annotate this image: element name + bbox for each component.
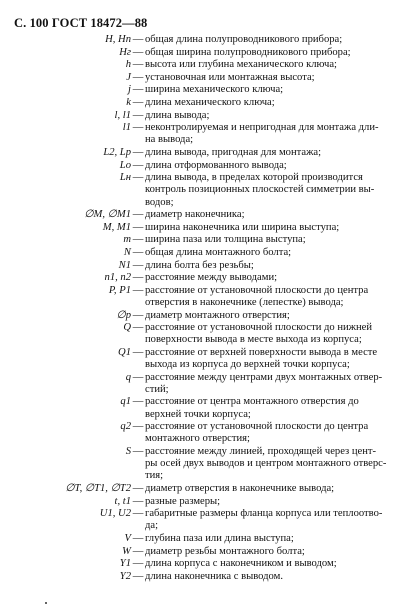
definition-dash: —: [132, 146, 144, 158]
definition-line: общая длина полупроводникового прибора;: [145, 34, 343, 45]
definition-row: [0, 234, 419, 246]
definition-dash: —: [132, 109, 144, 121]
definition-line: диаметр монтажного отверстия;: [145, 309, 290, 321]
definition-row: [0, 34, 419, 46]
definition-dash: —: [132, 246, 144, 258]
definition-dash: —: [132, 71, 144, 83]
definition-symbol: h: [125, 59, 131, 71]
definition-symbol: m: [123, 234, 131, 246]
definition-text: [145, 347, 407, 371]
definition-symbol: ∅p: [116, 309, 131, 321]
definition-line: длина вывода;: [145, 109, 210, 121]
definition-symbol: N1: [118, 259, 131, 271]
definition-dash: —: [132, 272, 144, 284]
definition-dash: —: [132, 234, 144, 246]
definition-dash: —: [132, 570, 144, 582]
definition-row: [0, 160, 419, 172]
definition-symbol: S: [125, 446, 131, 458]
definition-dash: —: [132, 46, 144, 58]
definition-dash: —: [132, 172, 144, 184]
definition-line: установочная или монтажная высота;: [145, 71, 315, 83]
definition-row: [0, 59, 419, 71]
definition-text: [145, 84, 407, 96]
definition-dash: —: [132, 221, 144, 233]
definition-symbol: ∅M, ∅M1: [84, 209, 131, 221]
definition-dash: —: [132, 508, 144, 520]
definitions-list: [0, 34, 419, 583]
definition-symbol: k: [126, 96, 131, 108]
definition-dash: —: [132, 96, 144, 108]
definition-line: ширина паза или толщина выступа;: [145, 234, 306, 246]
definition-symbol: W: [122, 545, 131, 557]
definition-line: поверхности вывода в месте выхода из корпуса;: [145, 334, 362, 346]
definition-row: [0, 47, 419, 59]
definition-dash: —: [132, 34, 144, 45]
definition-line: общая длина монтажного болта;: [145, 246, 292, 258]
definition-dash: —: [132, 284, 144, 296]
definition-line: диаметр отверстия в наконечнике вывода;: [145, 483, 335, 495]
definition-symbol: ∅T, ∅T1, ∅T2: [65, 483, 131, 495]
definition-symbol: L2, Lp: [103, 146, 131, 158]
definition-symbol: V: [124, 533, 131, 545]
definition-line: расстояние между линией, проходящей через цент-: [145, 446, 377, 458]
definition-row: [0, 172, 419, 209]
definition-text: [145, 122, 407, 146]
definition-text: [145, 147, 407, 159]
definition-line: глубина паза или длина выступа;: [145, 533, 294, 545]
definition-line: расстояние от установочной плоскости до центра: [145, 284, 369, 296]
definition-dash: —: [132, 322, 144, 334]
definition-symbol: U1, U2: [99, 508, 131, 520]
definition-text: [145, 160, 407, 172]
definition-row: [0, 122, 419, 146]
definition-row: [0, 322, 419, 346]
definition-symbol: P, P1: [108, 284, 131, 296]
definition-dash: —: [132, 122, 144, 134]
definition-line: расстояние от центра монтажного отверстия до: [145, 396, 359, 408]
definition-text: [145, 234, 407, 246]
definition-symbol: J: [126, 71, 131, 83]
definition-text: [145, 110, 407, 122]
definition-symbol: Q: [123, 322, 131, 334]
definition-dash: —: [132, 209, 144, 221]
definition-row: [0, 446, 419, 483]
definition-text: [145, 209, 407, 221]
definition-line: длина механического ключа;: [145, 96, 275, 108]
definition-text: [145, 72, 407, 84]
definition-line: диаметр резьбы монтажного болта;: [145, 545, 305, 557]
definition-dash: —: [132, 446, 144, 458]
definition-line: ры осей двух выводов и центром монтажного отверс-: [145, 458, 387, 470]
definition-dash: —: [132, 421, 144, 433]
definition-text: [145, 247, 407, 259]
definition-symbol: j: [128, 84, 131, 96]
definition-text: [145, 172, 407, 209]
definition-dash: —: [132, 396, 144, 408]
definition-dash: —: [132, 545, 144, 557]
definition-text: [145, 310, 407, 322]
definition-text: [145, 34, 407, 46]
definition-line: длина вывода, в пределах которой производится: [145, 172, 363, 184]
definition-line: расстояние от установочной плоскости до центра: [145, 421, 369, 433]
definition-text: [145, 546, 407, 558]
definition-symbol: l, l1: [114, 109, 131, 121]
definition-text: [145, 421, 407, 445]
definition-row: [0, 84, 419, 96]
definition-row: [0, 272, 419, 284]
definition-row: [0, 209, 419, 221]
definition-row: [0, 110, 419, 122]
definition-text: [145, 372, 407, 396]
definition-line: разные размеры;: [145, 495, 221, 507]
definition-line: длина наконечника с выводом.: [145, 570, 283, 582]
definition-dash: —: [132, 558, 144, 570]
definition-line: диаметр наконечника;: [145, 209, 245, 221]
definition-text: [145, 446, 407, 483]
definition-symbol: Hг: [119, 46, 131, 58]
definition-row: [0, 260, 419, 272]
definition-line: контроль позиционных плоскостей симметрии вы-: [145, 184, 375, 196]
definition-line: тия;: [145, 470, 164, 482]
definition-row: [0, 496, 419, 508]
definition-line: на вывода;: [145, 134, 194, 146]
definition-symbol: n1, n2: [104, 272, 131, 284]
definition-dash: —: [132, 84, 144, 96]
definition-row: [0, 247, 419, 259]
definition-text: [145, 483, 407, 495]
definition-text: [145, 396, 407, 420]
definition-symbol: t, t1: [114, 495, 131, 507]
definition-row: [0, 285, 419, 309]
definition-line: отверстия в наконечнике (лепестке) вывода;: [145, 296, 344, 308]
definition-line: расстояние от верхней поверхности вывода в месте: [145, 346, 378, 358]
definition-dash: —: [132, 483, 144, 495]
definition-symbol: q1: [120, 396, 131, 408]
definition-dash: —: [132, 309, 144, 321]
definition-text: [145, 47, 407, 59]
definition-line: длина корпуса с наконечником и выводом;: [145, 558, 337, 570]
definition-row: [0, 421, 419, 445]
definition-dash: —: [132, 59, 144, 71]
definition-line: общая ширина полупроводникового прибора;: [145, 46, 351, 58]
definition-row: [0, 533, 419, 545]
definition-dash: —: [132, 371, 144, 383]
definition-line: длина вывода, пригодная для монтажа;: [145, 146, 322, 158]
definition-line: верхней точки корпуса;: [145, 408, 251, 420]
definition-row: [0, 546, 419, 558]
definition-dash: —: [132, 533, 144, 545]
scan-speck: [45, 602, 47, 604]
definition-symbol: Q1: [118, 346, 131, 358]
definition-row: [0, 558, 419, 570]
definition-line: расстояние между центрами двух монтажных отвер-: [145, 371, 383, 383]
definition-line: расстояние от установочной плоскости до нижней: [145, 322, 373, 334]
definition-text: [145, 322, 407, 346]
definition-line: длина отформованного вывода;: [145, 159, 287, 171]
definition-line: высота или глубина механического ключа;: [145, 59, 338, 71]
definition-line: расстояние между выводами;: [145, 272, 278, 284]
definition-symbol: H, Hп: [105, 34, 131, 45]
definition-row: [0, 222, 419, 234]
definition-text: [145, 222, 407, 234]
definition-text: [145, 272, 407, 284]
definition-text: [145, 285, 407, 309]
definition-symbol: Y1: [119, 558, 131, 570]
definition-text: [145, 533, 407, 545]
definition-line: ширина механического ключа;: [145, 84, 284, 96]
page-header: С. 100 ГОСТ 18472—88: [14, 16, 148, 30]
definition-line: длина болта без резьбы;: [145, 259, 254, 271]
definition-row: [0, 571, 419, 583]
definition-line: стий;: [145, 383, 169, 395]
definition-row: [0, 372, 419, 396]
definition-symbol: q: [125, 371, 131, 383]
definition-line: монтажного отверстия;: [145, 433, 250, 445]
definition-row: [0, 347, 419, 371]
definition-symbol: Y2: [119, 570, 131, 582]
definition-line: да;: [145, 520, 159, 532]
definition-symbol: l1: [122, 122, 131, 134]
definition-line: габаритные размеры фланца корпуса или теплоотво-: [145, 508, 383, 520]
definition-line: выхода из корпуса до верхней точки корпуса;: [145, 359, 350, 371]
definition-dash: —: [132, 159, 144, 171]
definition-symbol: Lн: [119, 172, 131, 184]
definition-text: [145, 496, 407, 508]
definition-line: неконтролируемая и непригодная для монтажа дли-: [145, 122, 379, 134]
definition-row: [0, 310, 419, 322]
definition-row: [0, 483, 419, 495]
definition-line: ширина наконечника или ширина выступа;: [145, 221, 340, 233]
definition-text: [145, 59, 407, 71]
definition-text: [145, 260, 407, 272]
definition-dash: —: [132, 346, 144, 358]
definition-text: [145, 508, 407, 532]
definition-row: [0, 508, 419, 532]
definition-row: [0, 396, 419, 420]
definition-symbol: Lо: [119, 159, 131, 171]
definition-dash: —: [132, 495, 144, 507]
definition-symbol: M, M1: [102, 221, 131, 233]
definition-row: [0, 72, 419, 84]
definition-text: [145, 97, 407, 109]
definition-text: [145, 571, 407, 583]
definition-line: водов;: [145, 196, 174, 208]
definition-row: [0, 97, 419, 109]
definition-text: [145, 558, 407, 570]
definition-dash: —: [132, 259, 144, 271]
definition-row: [0, 147, 419, 159]
definition-symbol: N: [123, 246, 131, 258]
definition-symbol: q2: [120, 421, 131, 433]
